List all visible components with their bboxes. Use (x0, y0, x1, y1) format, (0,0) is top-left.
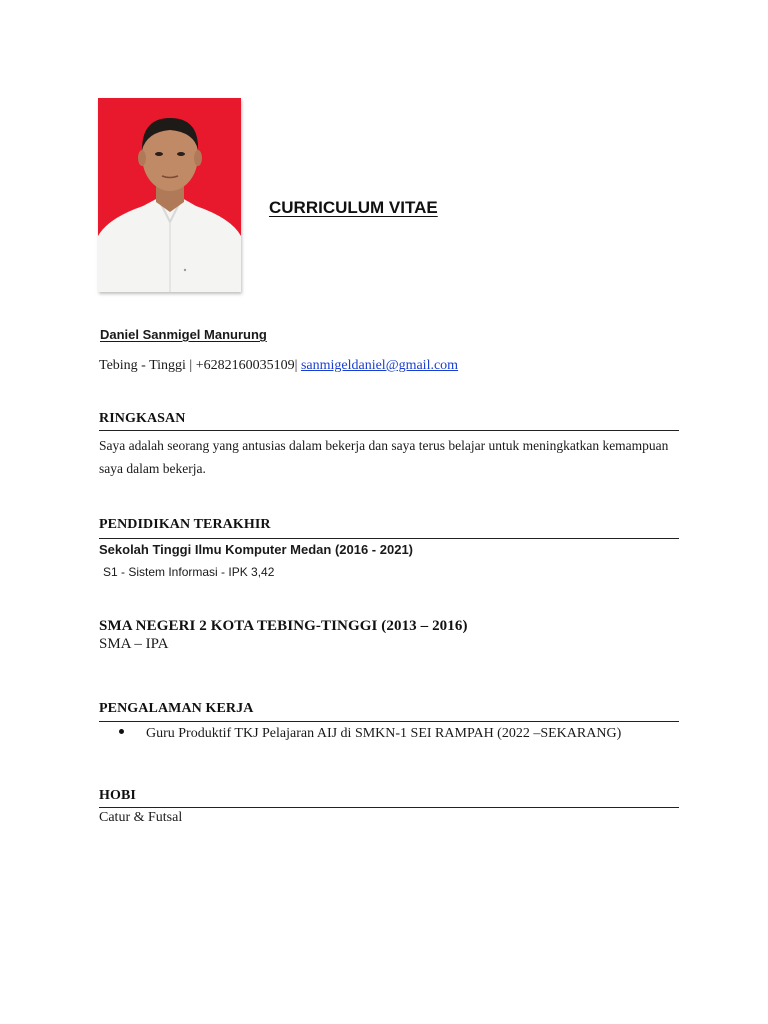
hobby-heading: HOBI (99, 788, 136, 803)
university-name: Sekolah Tinggi Ilmu Komputer Medan (2016 - 2021) (99, 542, 413, 557)
summary-heading: RINGKASAN (99, 411, 186, 426)
page-title: CURRICULUM VITAE (269, 198, 438, 217)
degree-info: S1 - Sistem Informasi - IPK 3,42 (103, 565, 275, 579)
education-divider (99, 538, 679, 539)
experience-item-text: Guru Produktif TKJ Pelajaran AIJ di SMKN-1 SEI RAMPAH (2022 –SEKARANG) (146, 726, 622, 741)
contact-line (99, 358, 458, 374)
experience-heading: PENGALAMAN KERJA (99, 701, 254, 716)
hobby-text: Catur & Futsal (99, 810, 183, 825)
contact-location-phone: Tebing - Tinggi | +6282160035109| (99, 358, 298, 373)
hobby-divider (99, 807, 679, 808)
bullet-icon (119, 729, 124, 734)
highschool-major: SMA – IPA (99, 636, 169, 652)
highschool-name: SMA NEGERI 2 KOTA TEBING-TINGGI (2013 – 2016) (99, 618, 468, 634)
profile-photo (98, 98, 241, 292)
person-silhouette (98, 98, 241, 292)
email-link[interactable]: sanmigeldaniel@gmail.com (300, 358, 459, 373)
summary-divider (99, 430, 679, 431)
experience-divider (99, 721, 679, 722)
education-heading: PENDIDIKAN TERAKHIR (99, 517, 271, 532)
full-name: Daniel Sanmigel Manurung (100, 327, 267, 342)
experience-item (119, 726, 621, 742)
summary-text: Saya adalah seorang yang antusias dalam bekerja dan saya terus belajar untuk meningkatkan kemampuan saya dalam bekerja. (99, 438, 669, 476)
